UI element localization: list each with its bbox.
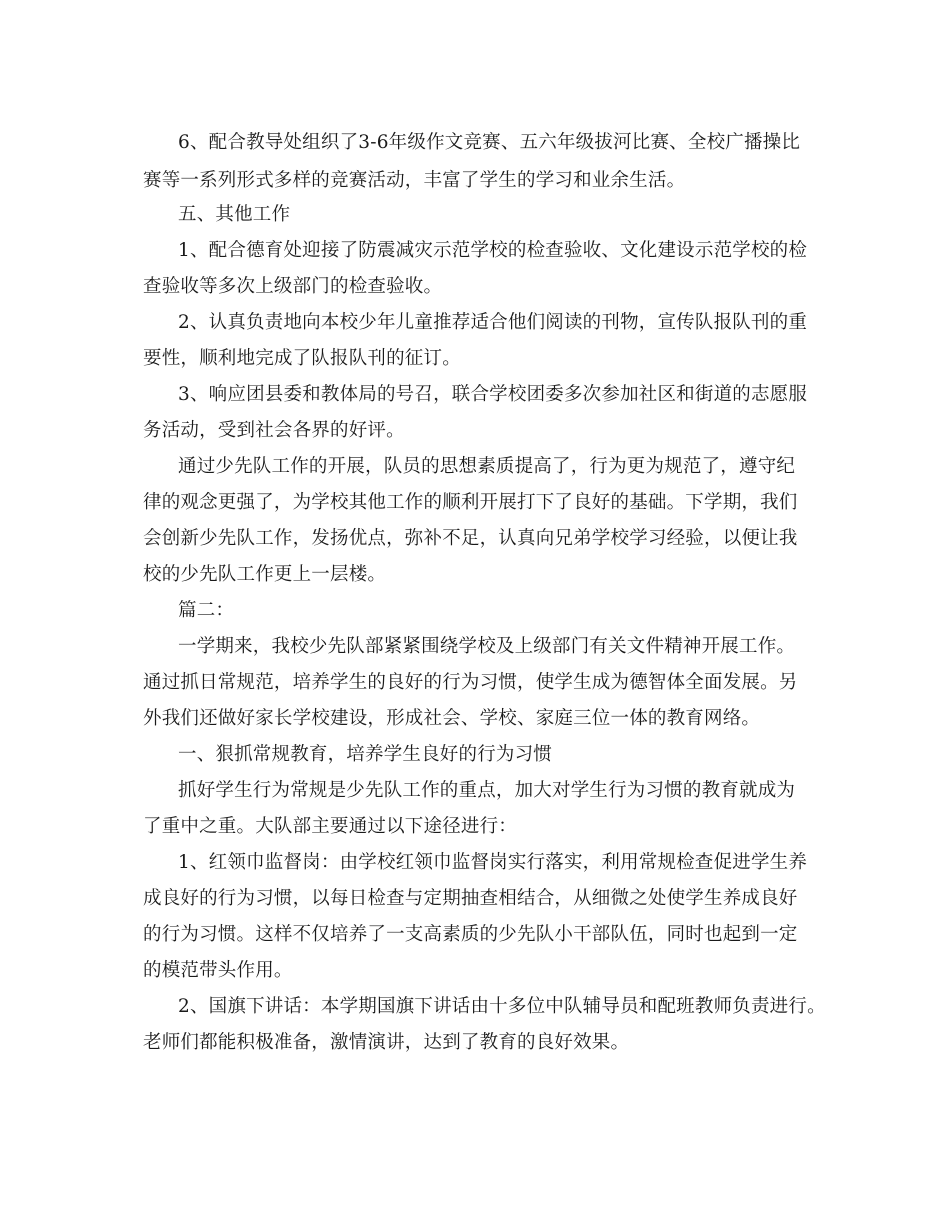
paragraph-line: 老师们都能积极准备，激情演讲，达到了教育的良好效果。 — [143, 1032, 630, 1053]
section-heading: 五、其他工作 — [178, 204, 291, 225]
paragraph-line: 的模范带头作用。 — [143, 960, 293, 981]
paragraph-line: 6、配合教导处组织了3-6年级作文竞赛、五六年级拔河比赛、全校广播操比 — [178, 132, 801, 153]
paragraph-line: 查验收等多次上级部门的检查验收。 — [143, 276, 443, 297]
paragraph-line: 一学期来，我校少先队部紧紧围绕学校及上级部门有关文件精神开展工作。 — [178, 636, 796, 657]
paragraph-line: 务活动，受到社会各界的好评。 — [143, 420, 405, 441]
paragraph-line: 2、认真负责地向本校少年儿童推荐适合他们阅读的刊物，宣传队报队刊的重 — [178, 312, 808, 333]
paragraph-line: 律的观念更强了，为学校其他工作的顺利开展打下了良好的基础。下学期，我们 — [143, 492, 798, 513]
paragraph-line: 通过抓日常规范，培养学生的良好的行为习惯，使学生成为德智体全面发展。另 — [143, 672, 798, 693]
paragraph-line: 外我们还做好家长学校建设，形成社会、学校、家庭三位一体的教育网络。 — [143, 708, 761, 729]
paragraph-line: 通过少先队工作的开展，队员的思想素质提高了，行为更为规范了，遵守纪 — [178, 456, 796, 477]
section-heading: 一、狠抓常规教育，培养学生良好的行为习惯 — [178, 744, 553, 765]
paragraph-line: 赛等一系列形式多样的竞赛活动，丰富了学生的学习和业余生活。 — [143, 170, 686, 191]
section-heading: 篇二： — [178, 600, 235, 621]
paragraph-line: 1、配合德育处迎接了防震减灾示范学校的检查验收、文化建设示范学校的检 — [178, 240, 808, 261]
paragraph-line: 要性，顺利地完成了队报队刊的征订。 — [143, 348, 461, 369]
paragraph-line: 的行为习惯。这样不仅培养了一支高素质的少先队小干部队伍，同时也起到一定 — [143, 924, 798, 945]
paragraph-line: 了重中之重。大队部主要通过以下途径进行： — [143, 816, 518, 837]
paragraph-line: 成良好的行为习惯，以每日检查与定期抽查相结合，从细微之处使学生养成良好 — [143, 888, 798, 909]
paragraph-line: 2、国旗下讲话：本学期国旗下讲话由十多位中队辅导员和配班教师负责进行。 — [178, 996, 826, 1017]
paragraph-line: 3、响应团县委和教体局的号召，联合学校团委多次参加社区和街道的志愿服 — [178, 384, 808, 405]
paragraph-line: 校的少先队工作更上一层楼。 — [143, 564, 387, 585]
paragraph-line: 1、红领巾监督岗：由学校红领巾监督岗实行落实，利用常规检查促进学生养 — [178, 852, 808, 873]
paragraph-line: 抓好学生行为常规是少先队工作的重点，加大对学生行为习惯的教育就成为 — [178, 780, 796, 801]
paragraph-line: 会创新少先队工作，发扬优点，弥补不足，认真向兄弟学校学习经验，以便让我 — [143, 528, 798, 549]
